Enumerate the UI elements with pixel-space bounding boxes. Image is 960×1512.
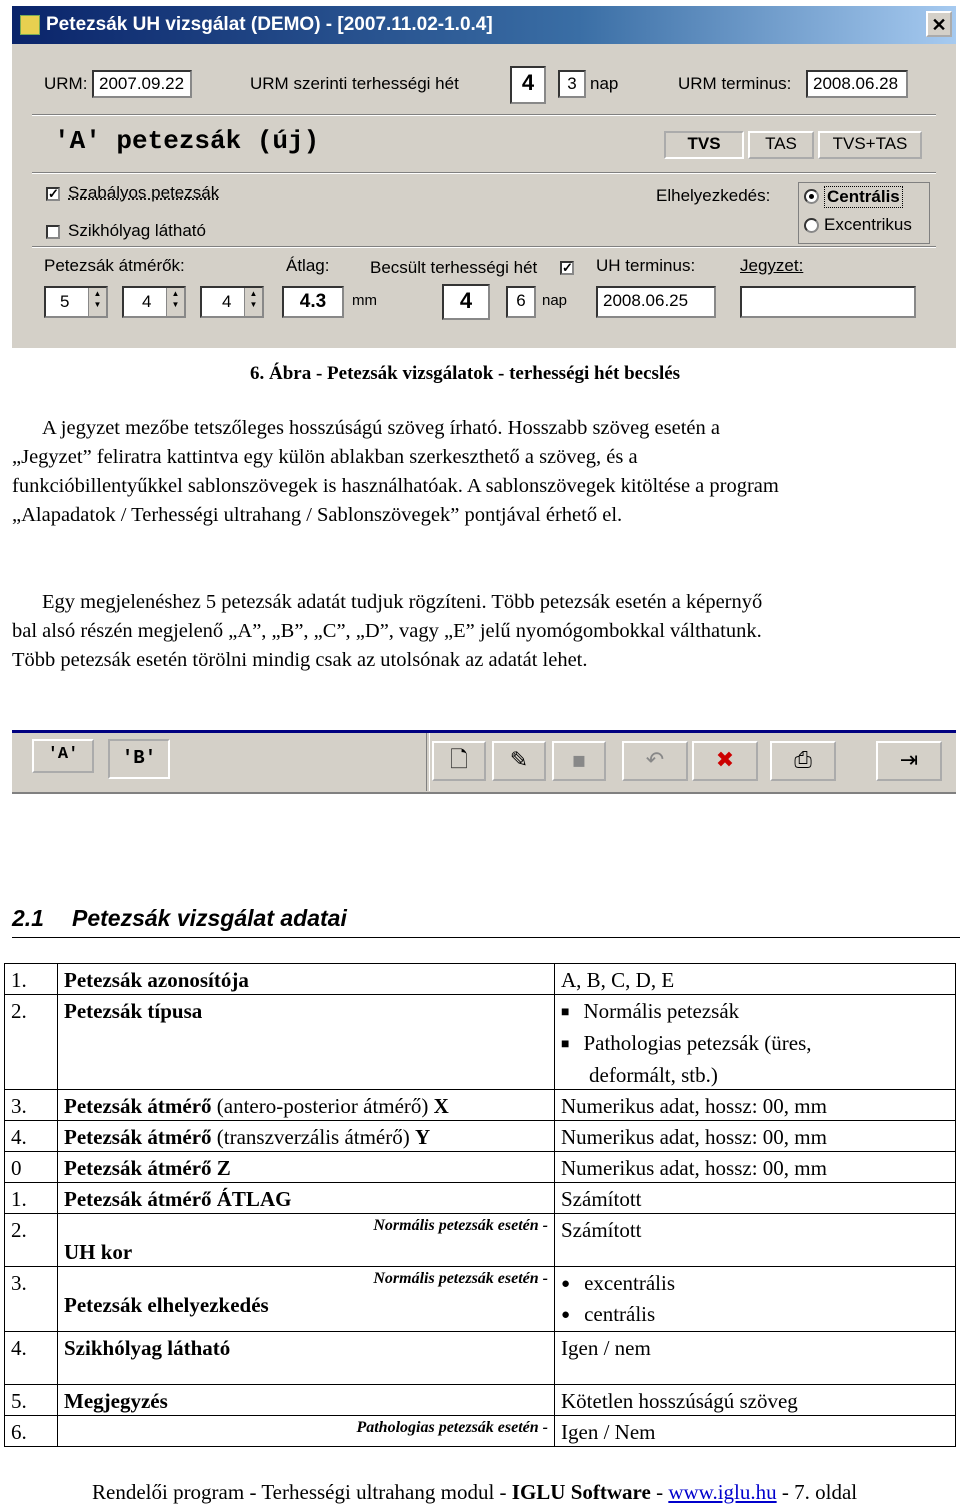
row-label: Petezsák átmérő Z [58,1152,555,1183]
text: Normális petezsák [583,999,740,1023]
table-row [5,995,956,1090]
section-number: 2.1 [12,905,44,931]
figure-caption: 6. Ábra - Petezsák vizsgálatok - terhességi hét becslés [250,363,681,384]
urm-week-field[interactable]: 4 [510,66,546,104]
text: Pathologias petezsák (üres, [583,1031,812,1055]
new-record-icon: 🗋 [450,748,468,773]
paragraph-line: Több petezsák esetén törölni mindig csak az utolsónak az adatát lehet. [12,649,588,671]
row-value: Numerikus adat, hossz: 00, mm [555,1152,956,1183]
yolk-sac-label: Szikhólyag látható [68,221,206,240]
est-day-unit: nap [542,292,568,309]
row-label [58,1214,555,1267]
save-button[interactable] [552,741,606,781]
diameter-y-value: 4 [142,292,152,311]
close-button[interactable]: ✕ [926,11,952,37]
undo-button[interactable] [622,741,688,781]
urm-term-field[interactable]: 2008.06.28 [806,70,908,98]
text: A jegyzet mezőbe tetszőleges hosszúságú szöveg írható. Hosszabb szöveg esetén a [42,417,720,439]
text: Petezsák átmérő [64,1094,212,1118]
row-label: Szikhólyag látható [58,1332,555,1385]
diameter-y-spinner[interactable] [122,286,186,318]
table-row [5,1121,956,1152]
exit-icon: ⇥ [899,748,919,773]
table-row [5,1152,956,1183]
paragraph-line: „Jegyzet” feliratra kattintva egy külön ablakban szerkeszthető a szöveg, és a [12,446,638,468]
save-icon: ▪ [571,748,587,773]
diameter-x-spinner[interactable] [44,286,108,318]
row-number: 1. [5,1183,58,1214]
urm-day-unit: nap [590,74,619,93]
est-week-checkbox[interactable]: ✓ [562,260,573,275]
average-label: Átlag: [286,256,330,275]
delete-button[interactable] [692,741,758,781]
paragraph-buttons [12,588,956,675]
tab-tas[interactable]: TAS [748,131,814,159]
print-button[interactable] [770,741,836,781]
diameters-label: Petezsák átmérők: [44,256,185,275]
row-value: Kötetlen hosszúságú szöveg [555,1385,956,1416]
diameter-z-spinner[interactable] [200,286,264,318]
row-label: Petezsák azonosítója [58,964,555,995]
radio-eccentric-label: Excentrikus [824,215,912,234]
note-label-link[interactable]: Jegyzet: [740,256,804,275]
list-item [561,1269,949,1300]
list-item [561,1300,949,1331]
row-number: 3. [5,1090,58,1121]
toolbar-separator [426,733,430,791]
list-item [561,997,949,1029]
sac-b-button[interactable]: 'B' [108,739,170,779]
undo-icon: ↶ [645,748,665,773]
text: Petezsák átmérő [64,1125,212,1149]
table-row [5,964,956,995]
tab-tvs[interactable]: TVS [664,131,744,159]
row-value: Numerikus adat, hossz: 00, mm [555,1090,956,1121]
section-rule [12,937,960,938]
row-value: Számított [555,1183,956,1214]
text: UH kor [64,1240,133,1264]
section-title: Petezsák vizsgálat adatai [71,905,347,931]
app-window-screenshot [12,6,956,348]
spin-arrows-icon[interactable]: ▲ ▼ [166,288,184,316]
est-day-field[interactable]: 6 [506,286,536,318]
row-label [58,1267,555,1332]
row-note: Pathologias petezsák esetén - [356,1419,548,1436]
paragraph-line [12,414,956,443]
urm-day-field[interactable]: 3 [558,70,586,98]
row-number: 1. [5,964,58,995]
row-value: A, B, C, D, E [555,964,956,995]
diameter-z-value: 4 [222,292,232,311]
exit-button[interactable] [876,741,942,781]
spin-arrows-icon[interactable]: ▲ ▼ [244,288,262,316]
est-week-field[interactable]: 4 [442,284,490,320]
regular-sac-label: Szabályos petezsák [68,183,220,202]
sac-section-title: 'A' petezsák (új) [54,126,320,156]
footer-link[interactable]: www.iglu.hu [668,1480,777,1504]
row-number: 2. [5,995,58,1090]
table-row [5,1214,956,1267]
edit-button[interactable] [492,741,546,781]
toolbar-screenshot [12,730,956,794]
table-row [5,1183,956,1214]
footer-dash: - [650,1480,669,1504]
text: centrális [584,1302,656,1326]
row-label [58,1121,555,1152]
edit-icon: ✎ [509,748,529,773]
text: X [433,1094,449,1118]
list-item-continuation: deformált, stb.) [589,1063,718,1087]
radio-central-label: Centrális [824,186,903,208]
text: (antero-posterior átmérő) [216,1094,429,1118]
paragraph-line: funkcióbillentyűkkel sablonszövegek is használhatóak. A sablonszövegek kitöltése a program [12,475,779,497]
tab-tvs-tas[interactable]: TVS+TAS [818,131,922,159]
row-number: 2. [5,1214,58,1267]
diameter-x-value: 5 [60,292,70,311]
row-label: Petezsák típusa [58,995,555,1090]
row-number: 3. [5,1267,58,1332]
row-label: Megjegyzés [58,1385,555,1416]
footer-prefix: Rendelői program - Terhességi ultrahang modul - [92,1480,512,1504]
row-number: 6. [5,1416,58,1447]
row-label [58,1416,555,1447]
urm-label: URM: [44,74,88,93]
row-label: Petezsák átmérő ÁTLAG [58,1183,555,1214]
urm-week-label: URM szerinti terhességi hét [250,74,459,93]
text: Y [415,1125,431,1149]
section-heading [12,905,347,932]
row-note: Normális petezsák esetén - [373,1217,548,1234]
uh-term-label: UH terminus: [596,256,696,275]
delete-icon: ✖ [715,748,735,773]
row-value: Igen / nem [555,1332,956,1385]
footer-company: IGLU Software [511,1480,651,1504]
title-bar [12,6,956,44]
row-number: 4. [5,1121,58,1152]
data-table [4,963,956,1447]
est-week-label: Becsült terhességi hét [370,258,538,277]
paragraph-line: Egy megjelenéshez 5 petezsák adatát tudjuk rögzíteni. Több petezsák esetén a képernyő [42,591,763,613]
divider [32,114,936,116]
radio-central[interactable] [804,189,819,204]
row-value: Numerikus adat, hossz: 00, mm [555,1121,956,1152]
average-field: 4.3 [282,286,344,318]
row-number: 4. [5,1332,58,1385]
window-title: Petezsák UH vizsgálat (DEMO) - [2007.11.02-1.0.4] [46,14,493,35]
list-item [561,1029,949,1061]
row-note: Normális petezsák esetén - [373,1270,548,1287]
table-row [5,1267,956,1332]
table-row [5,1385,956,1416]
row-value: Számított [555,1214,956,1267]
average-unit: mm [352,292,377,309]
regular-sac-checkbox[interactable]: ✓ [48,186,59,201]
footer-page: - 7. oldal [776,1480,858,1504]
text: Petezsák elhelyezkedés [64,1293,269,1317]
row-value [555,995,956,1090]
new-record-button[interactable] [432,741,486,781]
urm-term-label: URM terminus: [678,74,792,93]
page-footer [92,1480,857,1505]
radio-eccentric[interactable] [804,218,819,233]
paragraph-note [12,414,956,530]
row-value: Igen / Nem [555,1416,956,1447]
divider [32,246,936,248]
spin-arrows-icon[interactable]: ▲ ▼ [88,288,106,316]
row-label [58,1090,555,1121]
row-value [555,1267,956,1332]
urm-date-field[interactable]: 2007.09.22 [92,70,192,98]
row-number: 0 [5,1152,58,1183]
note-field[interactable] [740,286,916,318]
print-icon: ⎙ [794,748,812,773]
yolk-sac-checkbox[interactable] [46,225,60,239]
row-number: 5. [5,1385,58,1416]
uh-term-field: 2008.06.25 [596,286,716,318]
table-row [5,1416,956,1447]
text: excentrális [584,1271,676,1295]
paragraph-line: „Alapadatok / Terhességi ultrahang / Sablonszövegek” pontjával érhető el. [12,504,623,526]
table-row [5,1332,956,1385]
divider [32,172,936,174]
position-label: Elhelyezkedés: [656,186,771,205]
text: (transzverzális átmérő) [216,1125,410,1149]
table-row [5,1090,956,1121]
sac-a-button[interactable]: 'A' [32,739,94,773]
paragraph-line: bal alsó részén megjelenő „A”, „B”, „C”, „D”, vagy „E” jelű nyomógombokkal válthatunk. [12,620,762,642]
app-icon [20,15,40,35]
